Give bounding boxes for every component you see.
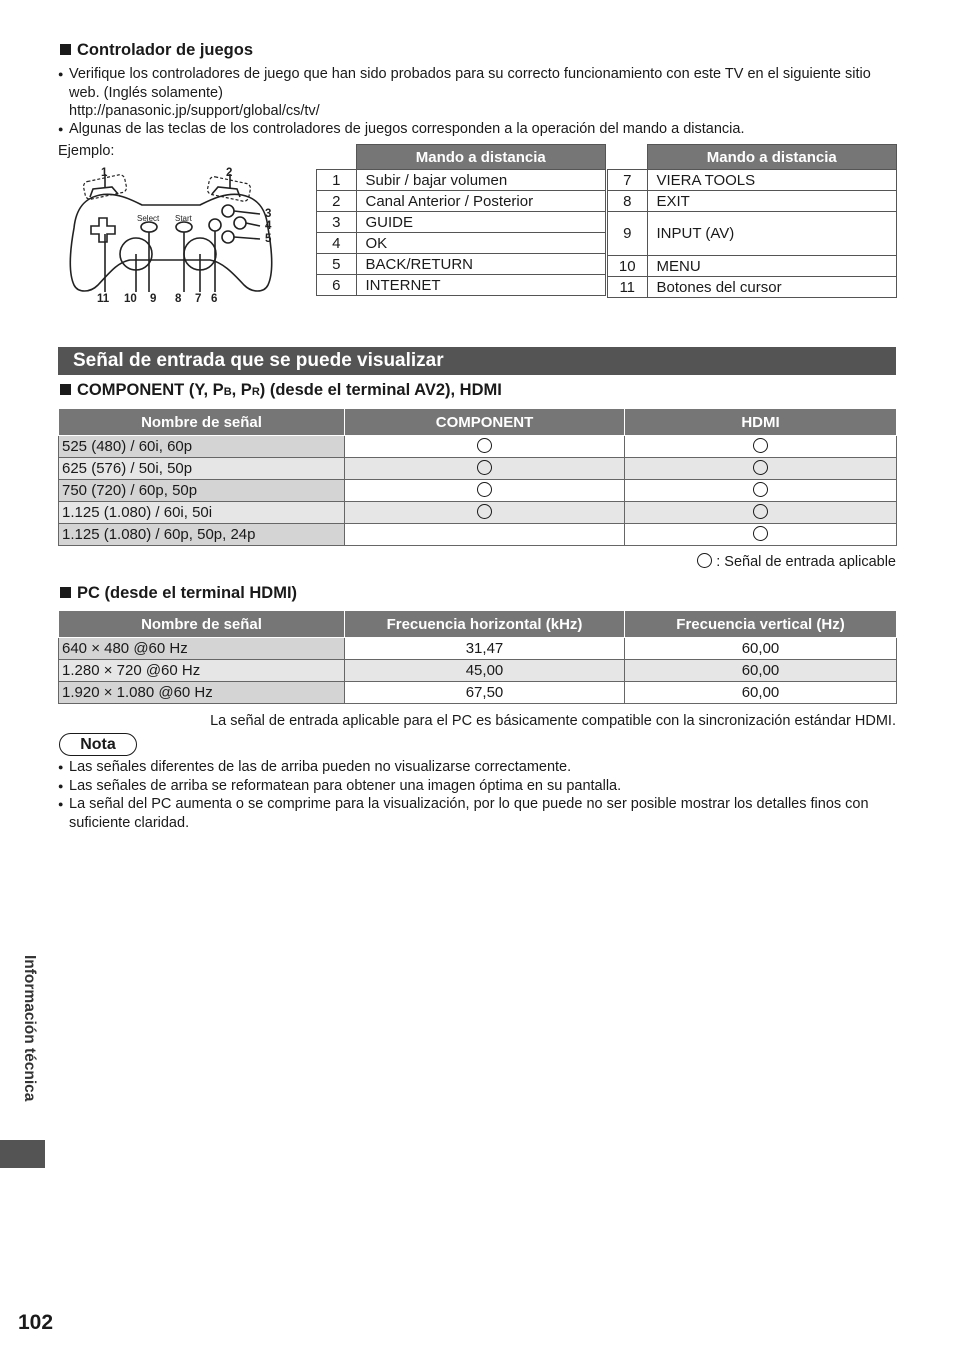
game-bullet-1: ● Verifique los controladores de juego que han sido probados para su correcto funcionamiento con este TV en el siguiente sitio web. (Inglés solamente) http://panasonic.jp/support/global/cs/tv/ — [58, 66, 871, 119]
list-item: ● Las señales de arriba se reformatean para obtener una imagen óptima en su pantalla. — [58, 777, 622, 794]
list-item: ● Las señales diferentes de las de arriba pueden no visualizarse correctamente. — [58, 759, 572, 775]
callout-7: 7 — [195, 293, 202, 305]
applicable-circle-icon — [753, 438, 768, 453]
bullet-dot-icon: ● — [58, 69, 64, 79]
support-url: http://panasonic.jp/support/global/cs/tv/ — [69, 103, 320, 119]
applicable-circle-icon — [477, 438, 492, 453]
table-row: 6 INTERNET — [317, 275, 606, 296]
applicable-circle-icon — [697, 553, 712, 568]
applicable-circle-icon — [753, 526, 768, 541]
game-bullet-2: ● Algunas de las teclas de los controladores de juegos corresponden a la operación del mando a distancia. — [58, 121, 745, 137]
page-number: 102 — [18, 1311, 54, 1334]
callout-2: 2 — [226, 167, 233, 179]
table-row: 640 × 480 @60 Hz 31,47 60,00 — [59, 638, 897, 660]
table-row: 8 EXIT — [608, 191, 897, 212]
square-bullet-icon — [60, 384, 71, 395]
table-row: 1.125 (1.080) / 60i, 50i — [59, 502, 897, 524]
remote-header-left: Mando a distancia — [356, 145, 606, 170]
applicable-circle-icon — [753, 482, 768, 497]
callout-6: 6 — [211, 293, 218, 305]
table-row: 750 (720) / 60p, 50p — [59, 480, 897, 502]
list-item: ● La señal del PC aumenta o se comprime para la visualización, por lo que puede no ser posible mostrar los detalles finos con suficiente claridad. — [58, 796, 869, 831]
callout-5: 5 — [265, 233, 272, 245]
select-label: Select — [137, 214, 160, 223]
remote-header-right: Mando a distancia — [647, 145, 897, 170]
remote-map-table-right: Mando a distancia 7 VIERA TOOLS 8 EXIT 9 INPUT (AV) 10 MENU 11 Botones del cursor — [607, 144, 897, 298]
applicable-circle-icon — [477, 460, 492, 475]
table-row: 4 OK — [317, 233, 606, 254]
callout-4: 4 — [265, 220, 272, 232]
table-row: 3 GUIDE — [317, 212, 606, 233]
section-band-title: Señal de entrada que se puede visualizar — [58, 347, 896, 375]
applicable-circle-icon — [753, 460, 768, 475]
table-row: 5 BACK/RETURN — [317, 254, 606, 275]
square-bullet-icon — [60, 587, 71, 598]
applicable-circle-icon — [477, 482, 492, 497]
table-row: 11 Botones del cursor — [608, 277, 897, 298]
nota-label: Nota — [59, 733, 137, 756]
applicable-circle-icon — [753, 504, 768, 519]
game-controller-illustration — [60, 160, 285, 308]
table-row: 10 MENU — [608, 256, 897, 277]
side-tab-label-box — [16, 955, 42, 1130]
square-bullet-icon — [60, 44, 71, 55]
pc-heading: PC (desde el terminal HDMI) — [60, 584, 297, 603]
applicable-circle-icon — [477, 504, 492, 519]
table-row: 1 Subir / bajar volumen — [317, 170, 606, 191]
component-heading: COMPONENT (Y, PB, PR) (desde el terminal AV2), HDMI — [60, 381, 502, 400]
bullet-dot-icon: ● — [58, 124, 64, 134]
example-label: Ejemplo: — [58, 143, 115, 159]
remote-map-table-left — [316, 144, 606, 296]
pc-signal-table: Nombre de señal Frecuencia horizontal (kHz) Frecuencia vertical (Hz) 640 × 480 @60 Hz 31,47 60,00 1.280 × 720 @60 Hz 45,00 60,00 1.920 × 1.080 @60 Hz 67,50 60,00 — [58, 610, 897, 704]
table-row: 1.280 × 720 @60 Hz 45,00 60,00 — [59, 660, 897, 682]
table-row: 625 (576) / 50i, 50p — [59, 458, 897, 480]
applicable-legend: : Señal de entrada aplicable — [697, 553, 896, 572]
table-row: 1.920 × 1.080 @60 Hz 67,50 60,00 — [59, 682, 897, 704]
table-row: 7 VIERA TOOLS — [608, 170, 897, 191]
nota-list — [58, 758, 898, 832]
component-signal-table: Nombre de señal COMPONENT HDMI 525 (480) / 60i, 60p 625 (576) / 50i, 50p 750 (720) / 60p, 50p 1.125 (1.080) / 60i, 50i 1.125 (1.080) / 60p, 50p, 24p — [58, 408, 897, 546]
side-tab-marker — [0, 1140, 45, 1168]
table-row: 1.125 (1.080) / 60p, 50p, 24p — [59, 524, 897, 546]
pc-compat-note: La señal de entrada aplicable para el PC es básicamente compatible con la sincronización estándar HDMI. — [210, 713, 896, 729]
bullet-dot-icon: ● — [58, 799, 64, 809]
callout-11: 11 — [97, 293, 110, 305]
callout-10: 10 — [124, 293, 137, 305]
side-tab-label: Información técnica — [21, 955, 38, 1102]
table-row: 2 Canal Anterior / Posterior — [317, 191, 606, 212]
game-controller-heading: Controlador de juegos — [60, 41, 253, 60]
callout-3: 3 — [265, 208, 272, 220]
callout-8: 8 — [175, 293, 182, 305]
start-label: Start — [175, 214, 192, 223]
bullet-dot-icon: ● — [58, 780, 64, 791]
callout-9: 9 — [150, 293, 157, 305]
table-row: 525 (480) / 60i, 60p — [59, 436, 897, 458]
callout-1: 1 — [101, 167, 108, 179]
bullet-dot-icon: ● — [58, 762, 64, 772]
